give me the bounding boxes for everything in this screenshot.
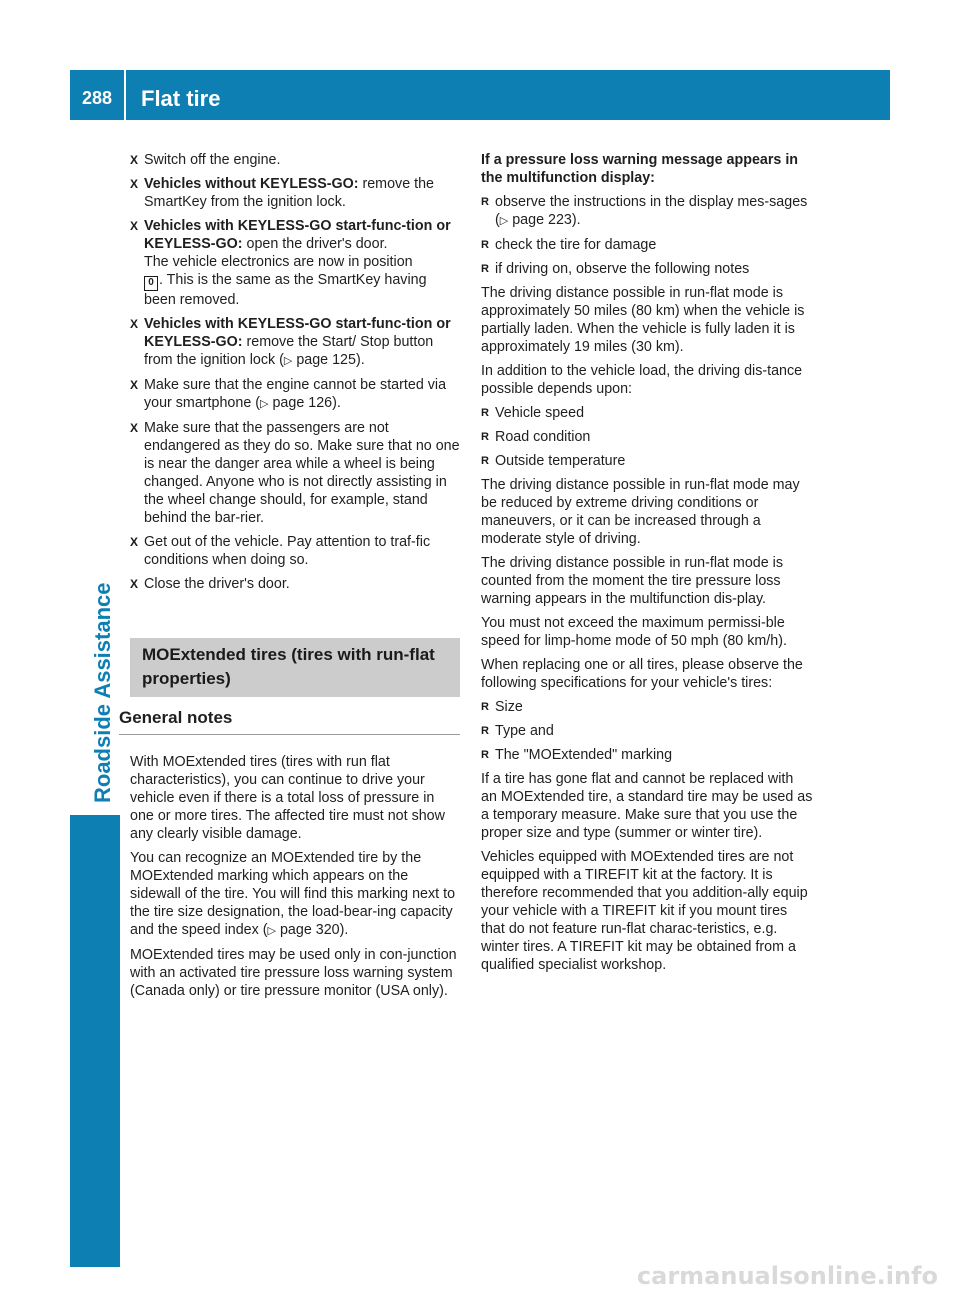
- paragraph: MOExtended tires may be used only in con-junction with an activated tire pressure loss warning system (Canada only) or tire pressure monitor (USA only).: [130, 947, 457, 999]
- bullet-marker-icon: R: [481, 749, 489, 761]
- bullet-marker-icon: R: [481, 407, 489, 419]
- page-reference[interactable]: page 320).: [279, 922, 349, 938]
- warning-heading: If a pressure loss warning message appears in the multifunction display:: [481, 152, 799, 186]
- ignition-position-icon: 0: [144, 276, 158, 291]
- step-marker-icon: X: [130, 153, 139, 167]
- paragraph: You must not exceed the maximum permissi-ble speed for limp-home mode of 50 mph (80 km/h).: [481, 615, 787, 649]
- left-column: [119, 151, 460, 1006]
- step-marker-icon: X: [130, 378, 139, 392]
- bullet-item: R Type and: [481, 723, 554, 739]
- paragraph: When replacing one or all tires, please observe the following specifications for your vehicle's tires:: [481, 657, 803, 691]
- bullet-marker-icon: R: [481, 701, 489, 713]
- bullet-marker-icon: R: [481, 455, 489, 467]
- paragraph: If a tire has gone flat and cannot be replaced with an MOExtended tire, a standard tire may be used as a temporary measure. Make sure that you use the proper size and type (summer or winter tire).: [481, 771, 813, 841]
- side-tab: [70, 120, 120, 815]
- bullet-item: R Vehicle speed: [481, 405, 585, 421]
- step-item: X Get out of the vehicle. Pay attention to traf-fic conditions when doing so.: [130, 534, 431, 568]
- subsection-heading: General notes: [119, 707, 460, 735]
- page-number: 288: [70, 70, 126, 120]
- bullet-marker-icon: R: [481, 196, 489, 208]
- page-reference[interactable]: page 125).: [296, 352, 365, 368]
- paragraph: You can recognize an MOExtended tire by the MOExtended marking which appears on the sidewall of the tire. You will find this marking next to the tire size designation, the load-bear-ing capacity and the speed index (▷ page 320).: [130, 850, 456, 938]
- bullet-item: R Size: [481, 699, 523, 715]
- step-marker-icon: X: [130, 219, 139, 233]
- step-item: X Vehicles without KEYLESS-GO: remove the SmartKey from the ignition lock.: [130, 176, 434, 210]
- step-item: X Vehicles with KEYLESS-GO start-func-tion or KEYLESS-GO: remove the Start/ Stop button from the ignition lock (▷ page 125).: [130, 316, 451, 368]
- page-ref-arrow-icon: ▷: [260, 398, 269, 410]
- bullet-item: R The "MOExtended" marking: [481, 747, 673, 763]
- watermark: carmanualsonline.info: [636, 1262, 938, 1290]
- page-ref-arrow-icon: ▷: [267, 925, 276, 937]
- paragraph: Vehicles equipped with MOExtended tires are not equipped with a TIREFIT kit at the factory. It is therefore recommended that you addition-ally equip your vehicle with a TIREFIT kit if you mount tires that do not feature run-flat charac-teristics, e.g. winter tires. A TIREFIT kit may be obtained from a qualified specialist workshop.: [481, 849, 808, 973]
- section-title: MOExtended tires (tires with run-flat properties): [142, 645, 435, 688]
- step-item: X Make sure that the engine cannot be started via your smartphone (▷ page 126).: [130, 377, 447, 411]
- bullet-item: R Outside temperature: [481, 453, 626, 469]
- step-marker-icon: X: [130, 177, 139, 191]
- paragraph: The driving distance possible in run-flat mode is counted from the moment the tire pressure loss warning appears in the multifunction dis-play.: [481, 555, 783, 607]
- bullet-item: R Road condition: [481, 429, 591, 445]
- section-title-box: [130, 638, 460, 697]
- page-reference[interactable]: page 126).: [272, 395, 341, 411]
- side-tab-block: [70, 815, 120, 1267]
- paragraph: In addition to the vehicle load, the driving dis-tance possible depends upon:: [481, 363, 803, 397]
- step-marker-icon: X: [130, 421, 139, 435]
- bullet-marker-icon: R: [481, 725, 489, 737]
- page-reference[interactable]: page 223).: [512, 212, 581, 228]
- page-ref-arrow-icon: ▷: [283, 355, 293, 367]
- step-item: X Vehicles with KEYLESS-GO start-func-tion or KEYLESS-GO: open the driver's door. The vehicle electronics are now in position 0 . This is the same as the SmartKey having been removed.: [130, 218, 451, 308]
- page-ref-arrow-icon: ▷: [499, 215, 509, 227]
- right-column: [481, 151, 813, 980]
- paragraph: With MOExtended tires (tires with run flat characteristics), you can continue to drive your vehicle even if there is a total loss of pressure in one or more tires. The affected tire must not show any clearly visible damage.: [130, 754, 445, 842]
- bullet-item: R if driving on, observe the following notes: [481, 261, 750, 277]
- bullet-marker-icon: R: [481, 263, 489, 275]
- page-title: Flat tire: [141, 86, 221, 111]
- step-item: X Switch off the engine.: [130, 152, 281, 168]
- step-marker-icon: X: [130, 535, 139, 549]
- bullet-item: R check the tire for damage: [481, 237, 657, 253]
- side-tab-label: Roadside Assistance: [90, 582, 115, 803]
- step-item: X Close the driver's door.: [130, 576, 290, 592]
- paragraph: The driving distance possible in run-flat mode is approximately 50 miles (80 km) when the vehicle is partially laden. When the vehicle is fully laden it is approximately 19 miles (30 km).: [481, 285, 805, 355]
- step-marker-icon: X: [130, 317, 139, 331]
- bullet-marker-icon: R: [481, 431, 489, 443]
- bullet-item: R observe the instructions in the display mes-sages (▷ page 223).: [481, 194, 808, 228]
- step-item: X Make sure that the passengers are not endangered as they do so. Make sure that no one is near the danger area while a wheel is being changed. Anyone who is not directly assisting in the wheel change should, for example, stand behind the bar-rier.: [130, 420, 460, 526]
- step-marker-icon: X: [130, 577, 139, 591]
- paragraph: The driving distance possible in run-flat mode may be reduced by extreme driving conditions or maneuvers, or it can be increased through a moderate style of driving.: [481, 477, 800, 547]
- bullet-marker-icon: R: [481, 239, 489, 251]
